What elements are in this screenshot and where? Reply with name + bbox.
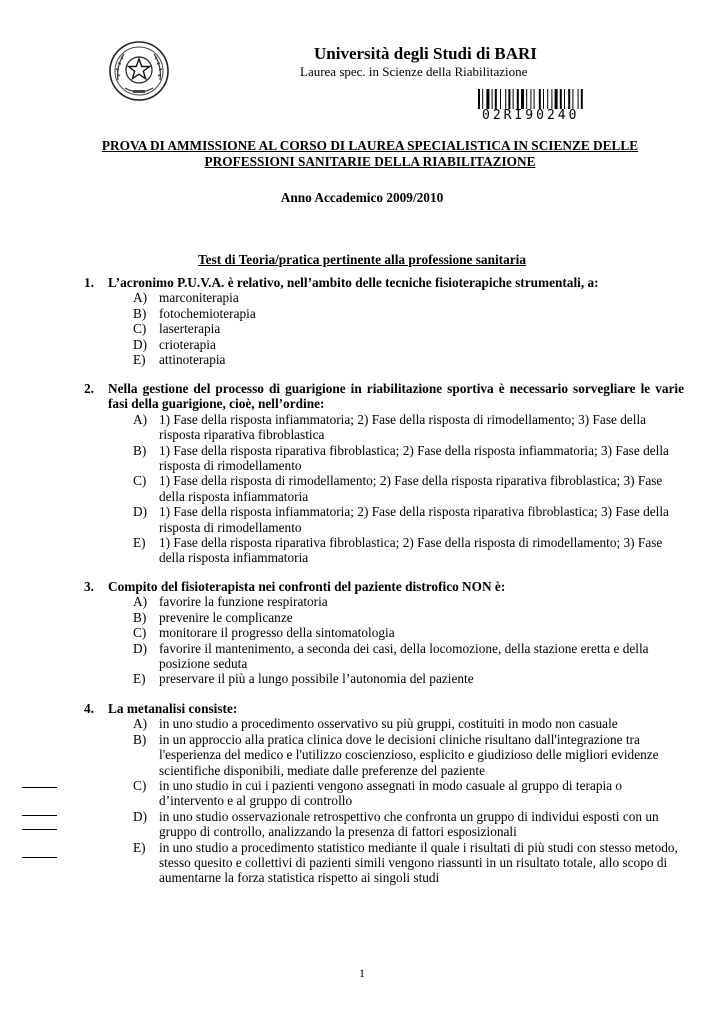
- option-letter: E): [133, 671, 146, 687]
- question-text: La metanalisi consiste:: [108, 701, 238, 716]
- option-text: 1) Fase della risposta infiammatoria; 2) Fase della risposta di rimodellamento; 3) Fase della risposta riparativa fibroblastica: [159, 411, 647, 443]
- page-number: 1: [359, 966, 365, 980]
- question-text: L’acronimo P.U.V.A. è relativo, nell’ambito delle tecniche fisioterapiche strumentali, a:: [108, 275, 599, 290]
- option-text: 1) Fase della risposta riparativa fibroblastica; 2) Fase della risposta di rimodellamento; 3) Fase della risposta infiammatoria: [159, 535, 663, 566]
- option-e: [133, 840, 684, 886]
- question-3: [84, 579, 684, 687]
- question-1: [84, 275, 684, 367]
- option-a: [133, 716, 684, 731]
- option-a: [133, 412, 684, 443]
- option-text: fotochemioterapia: [159, 305, 256, 321]
- option-letter: A): [133, 290, 148, 306]
- barcode-text: 02RI90240: [482, 108, 580, 123]
- option-letter: A): [133, 411, 148, 427]
- option-letter: C): [133, 321, 147, 337]
- option-letter: E): [133, 535, 146, 551]
- option-letter: E): [133, 352, 146, 368]
- option-text: in uno studio a procedimento statistico mediante il quale i risultati di più studi con stesso metodo, stesso quesito e collettivi di pazienti simili vengono riassunti in un risultato totale, allo scopo di aumentarne la forza statistica rispetto ai singoli studi: [159, 839, 678, 886]
- option-letter: A): [133, 594, 148, 610]
- option-a: [133, 594, 684, 609]
- option-text: prevenire le complicanze: [159, 609, 293, 625]
- option-letter: D): [133, 640, 148, 656]
- question-number: 1.: [84, 275, 94, 290]
- margin-mark: [22, 829, 57, 830]
- option-e: [133, 671, 684, 686]
- option-text: favorire il mantenimento, a seconda dei casi, della locomozione, della stazione eretta e della posizione seduta: [159, 640, 649, 672]
- option-letter: C): [133, 778, 147, 794]
- question-2: [84, 381, 684, 566]
- margin-mark: [22, 815, 57, 816]
- option-letter: D): [133, 336, 148, 352]
- exam-title: PROVA DI AMMISSIONE AL CORSO DI LAUREA SPECIALISTICA IN SCIENZE DELLE PROFESSIONI SANITARIE DELLA RIABILITAZIONE: [101, 138, 639, 169]
- option-b: [133, 443, 684, 474]
- option-b: [133, 732, 684, 778]
- option-letter: B): [133, 442, 147, 458]
- option-letter: C): [133, 473, 147, 489]
- section-title: Test di Teoria/pratica pertinente alla professione sanitaria: [198, 252, 526, 267]
- question-text: Nella gestione del processo di guarigione in riabilitazione sportiva è necessario sorvegliare le varie fasi della guarigione, cioè, nell’ordine:: [108, 381, 684, 412]
- academic-year: Anno Accademico 2009/2010: [280, 190, 444, 205]
- margin-mark: [22, 857, 57, 858]
- option-text: marconiterapia: [159, 290, 239, 306]
- option-text: crioterapia: [159, 336, 216, 352]
- option-text: in uno studio in cui i pazienti vengono assegnati in modo casuale al gruppo di terapia o d’intervento e al gruppo di controllo: [159, 778, 623, 809]
- question-4: [84, 701, 684, 886]
- option-b: [133, 610, 684, 625]
- option-d: [133, 504, 684, 535]
- option-text: laserterapia: [159, 321, 221, 337]
- option-e: [133, 352, 684, 367]
- option-text: in un approccio alla pratica clinica dove le decisioni cliniche risultano dall'integrazione tra l'esperienza del medico e l'utilizzo coscienzioso, esplicito e giudizioso delle migliori evidenze scientifiche disponibili, mediate dalle preferenze del paziente: [159, 731, 659, 778]
- header: [300, 44, 618, 80]
- option-e: [133, 535, 684, 566]
- option-b: [133, 306, 684, 321]
- option-text: attinoterapia: [159, 352, 226, 368]
- question-number: 4.: [84, 701, 94, 716]
- option-text: 1) Fase della risposta riparativa fibroblastica; 2) Fase della risposta infiammatoria; 3) Fase della risposta di rimodellamento: [159, 442, 669, 474]
- option-text: preservare il più a lungo possibile l’autonomia del paziente: [159, 671, 474, 687]
- question-number: 2.: [84, 381, 94, 396]
- question-text: Compito del fisioterapista nei confronti del paziente distrofico NON è:: [108, 579, 506, 594]
- option-d: [133, 641, 684, 672]
- course-name: Laurea spec. in Scienze della Riabilitazione: [300, 64, 528, 79]
- option-a: [133, 290, 684, 305]
- option-letter: D): [133, 808, 148, 824]
- option-letter: D): [133, 504, 148, 520]
- option-text: monitorare il progresso della sintomatologia: [159, 625, 395, 641]
- option-text: favorire la funzione respiratoria: [159, 594, 328, 610]
- option-text: in uno studio osservazionale retrospettivo che confronta un gruppo di individui esposti con un gruppo di controllo, analizzando la presenza di fattori esposizionali: [159, 808, 659, 840]
- option-letter: A): [133, 716, 148, 732]
- option-letter: B): [133, 731, 147, 747]
- question-number: 3.: [84, 579, 94, 594]
- option-text: 1) Fase della risposta di rimodellamento; 2) Fase della risposta riparativa fibroblastica; 3) Fase della risposta infiammatoria: [159, 473, 663, 504]
- option-letter: B): [133, 609, 147, 625]
- barcode-icon: [478, 89, 614, 109]
- option-text: in uno studio a procedimento osservativo su più gruppi, costituiti in modo non casuale: [159, 716, 618, 732]
- margin-mark: [22, 787, 57, 788]
- option-c: [133, 778, 684, 809]
- option-c: [133, 473, 684, 504]
- option-d: [133, 809, 684, 840]
- option-letter: E): [133, 839, 146, 855]
- option-text: 1) Fase della risposta infiammatoria; 2) Fase della risposta riparativa fibroblastica; 3) Fase della risposta di rimodellamento: [159, 504, 669, 535]
- option-letter: B): [133, 305, 147, 321]
- option-c: [133, 625, 684, 640]
- option-c: [133, 321, 684, 336]
- option-d: [133, 337, 684, 352]
- option-letter: C): [133, 625, 147, 641]
- university-name: Università degli Studi di BARI: [314, 44, 537, 63]
- republic-emblem-icon: [108, 40, 170, 102]
